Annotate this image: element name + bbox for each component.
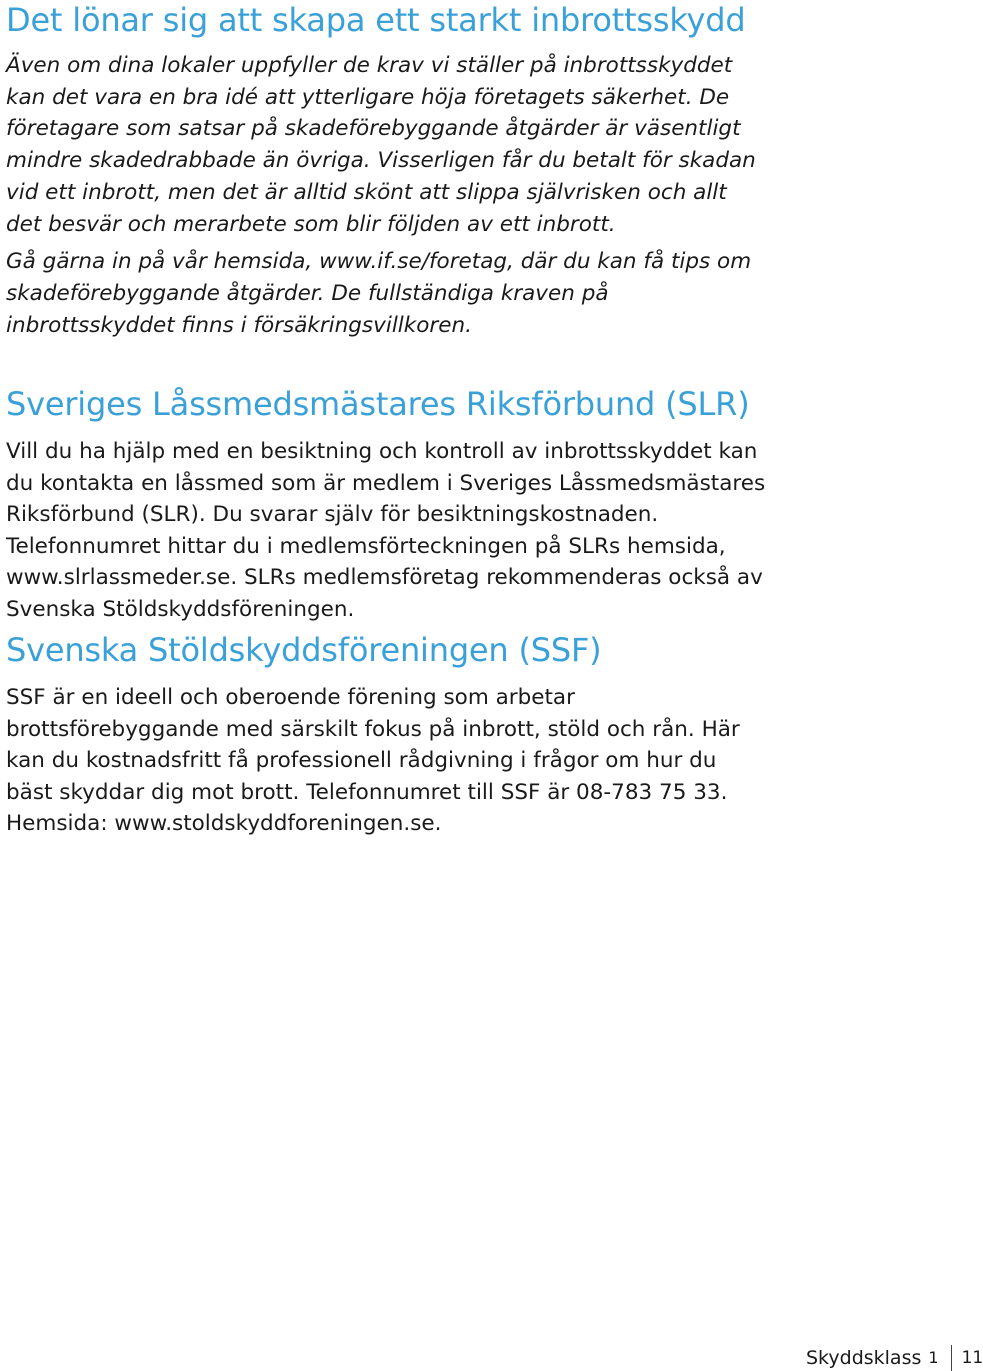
slr-paragraph: Vill du ha hjälp med en besiktning och kontroll av inbrottsskyddet kan du kontakta en låssmed som är medlem i Sveriges Låssmedsmästares Riksförbund (SLR). Du svarar själv för besiktningskostnaden. Telefonnumret hittar du i medlemsförteckningen på SLRs hemsida, www.slrlassmeder.se. SLRs medlemsföretag rekommenderas också av Svenska Stöldskyddsföreningen. [6,439,766,622]
ssf-paragraph: SSF är en ideell och oberoende förening som arbetar brottsförebyggande med särskilt fokus på inbrott, stöld och rån. Här kan du kostnadsfritt få professionell rådgivning i frågor om hur du bäst skyddar dig mot brott. Telefonnumret till SSF är 08-783 75 33. Hemsida: www.stoldskyddforeningen.se. [6,685,740,837]
intro-paragraph: Även om dina lokaler uppfyller de krav vi ställer på inbrottsskyddet kan det vara en bra idé att ytterligare höja företagets säkerhet. De företagare som satsar på skadeförebyggande åtgärder är väsentligt mindre skadedrabbade än övriga. Visserligen får du betalt för skadan vid ett inbrott, men det är alltid skönt att slippa självrisken och allt det besvär och merarbete som blir följden av ett inbrott. [6,53,756,237]
slr-heading: Sveriges Låssmedsmästares Riksförbund (SLR) [6,385,750,423]
intro-section [6,50,766,341]
footer-divider [951,1345,952,1371]
slr-section [6,436,766,626]
page-number: 11 [961,1348,983,1368]
ssf-section [6,682,766,840]
intro-website-paragraph: Gå gärna in på vår hemsida, www.if.se/foretag, där du kan få tips om skadeförebyggande åtgärder. De fullständiga kraven på inbrottsskyddet finns i försäkringsvillkoren. [6,249,752,338]
footer-label: Skyddsklass [806,1347,922,1369]
ssf-heading: Svenska Stöldskyddsföreningen (SSF) [6,631,602,669]
page-footer [806,1345,983,1371]
main-heading: Det lönar sig att skapa ett starkt inbrottsskydd [6,1,746,39]
footer-level: 1 [928,1348,939,1367]
